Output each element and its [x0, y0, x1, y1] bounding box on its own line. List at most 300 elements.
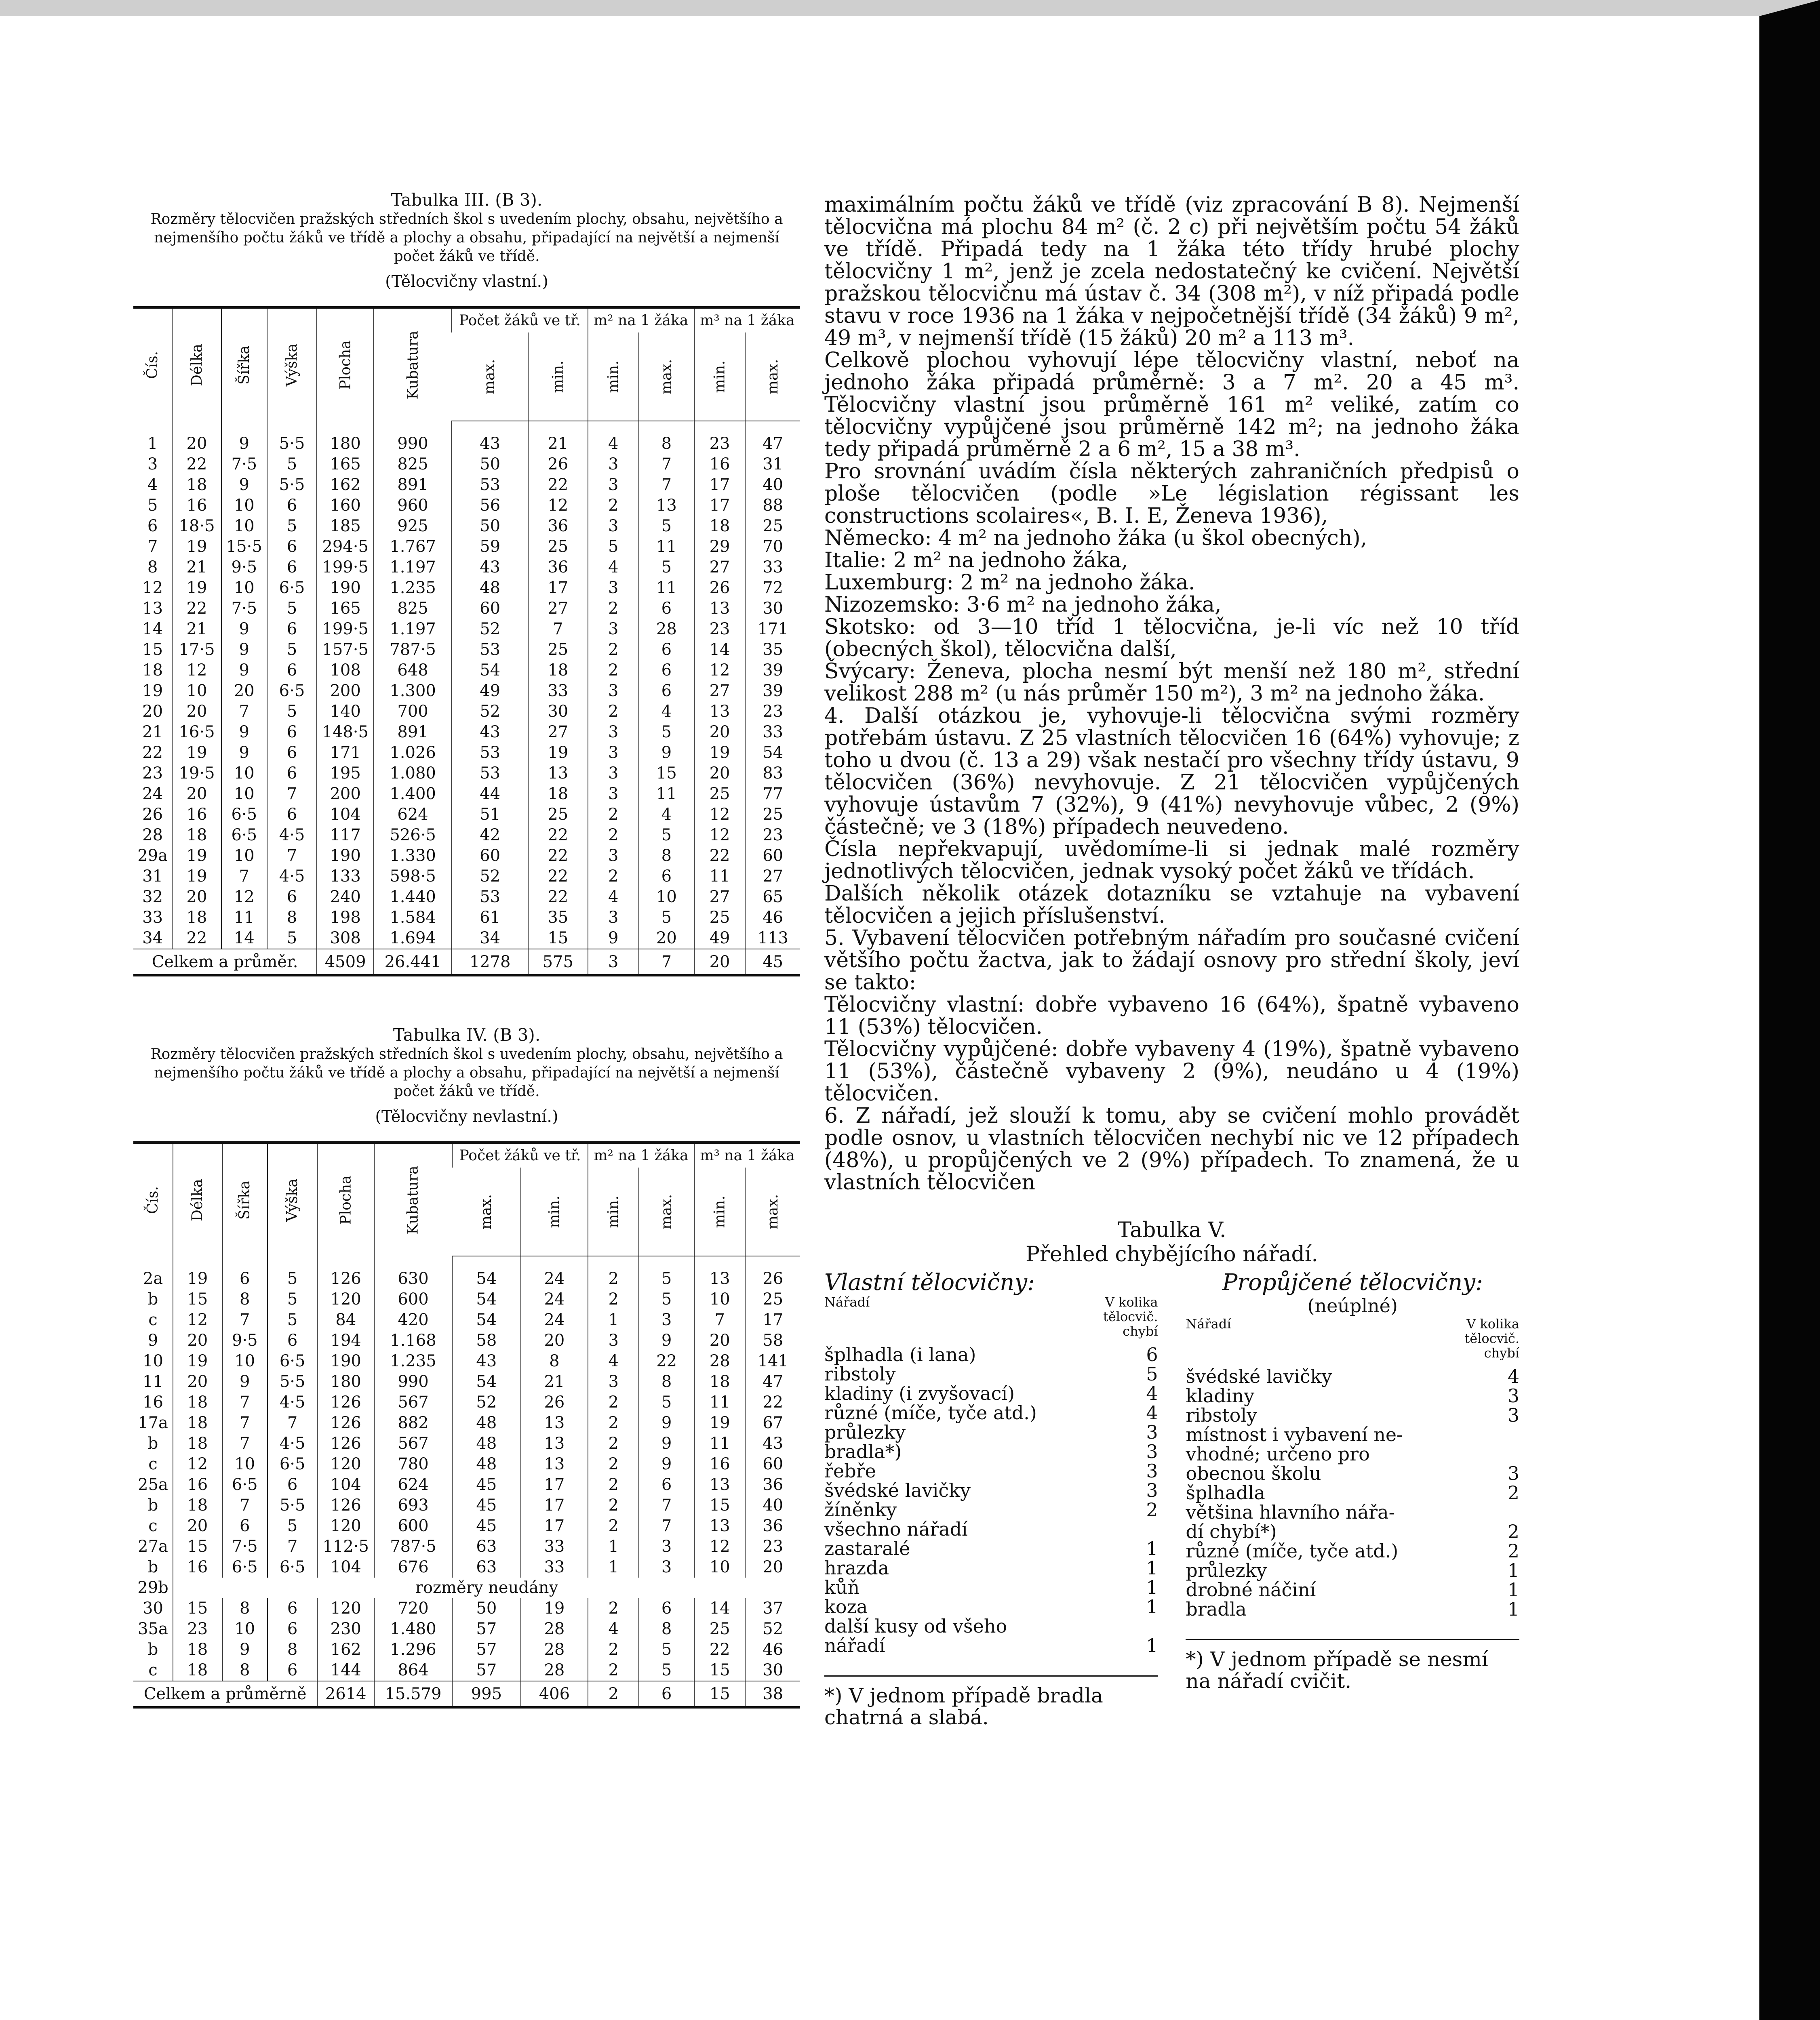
header-min: min. — [605, 360, 622, 393]
table-cell: 3 — [147, 455, 158, 473]
table-cell: 6 — [639, 1475, 694, 1495]
table-cell: 8 — [268, 1639, 317, 1660]
list-item — [1186, 1483, 1519, 1502]
table-cell: 5 — [639, 825, 694, 846]
table-cell: 57 — [452, 1619, 521, 1639]
table-cell: 25 — [745, 516, 800, 537]
table-cell: 700 — [374, 701, 452, 722]
table-cell: 6 — [267, 537, 317, 557]
table-cell: 4 — [588, 557, 639, 578]
table-cell: 60 — [745, 846, 800, 866]
table-cell: 1 — [588, 1557, 639, 1578]
table-cell: b — [147, 1496, 158, 1515]
table-cell: 15 — [528, 928, 588, 949]
table-cell: 7·5 — [221, 598, 267, 619]
table-cell: 22 — [172, 598, 221, 619]
table-cell: 36 — [528, 516, 588, 537]
table-cell: 120 — [317, 1454, 374, 1475]
borrowed-col2: V kolika tělocvič. chybí — [1464, 1316, 1519, 1361]
table-cell: 9·5 — [221, 557, 267, 578]
header-delka: Délka — [188, 343, 205, 386]
table-cell — [172, 421, 221, 433]
table-cell: 1.080 — [374, 763, 452, 784]
table-cell: 10 — [694, 1289, 745, 1310]
table-cell: 88 — [745, 495, 800, 516]
item-count — [1495, 1502, 1519, 1522]
table-cell: 54 — [745, 743, 800, 763]
table-cell: 15·5 — [221, 537, 267, 557]
item-name: všechno nářadí — [824, 1518, 968, 1540]
item-name: kladiny — [1186, 1385, 1255, 1407]
table-cell: 13 — [694, 701, 746, 722]
body-paragraph: Dalších několik otázek dotazníku se vztahuje na vybavení tělocvičen a jejich příslušenství. — [824, 882, 1519, 928]
table-cell: 8 — [639, 433, 694, 454]
table-cell: 3 — [588, 784, 639, 804]
table-cell: 17a — [138, 1414, 168, 1432]
table-cell: 52 — [745, 1619, 800, 1639]
body-paragraph: 4. Další otázkou je, vyhovuje-li tělocvična svými rozměry potřebám ústavu. Z 25 vlastních tělocvičen 16 (64%) vyhovuje; z toho u dvou (č. 13 a 29) však nestačí pro všechny třídy ústavu, 9 tělocvičen (36%) nevyhovuje. Z 21 tělocvičen vypůjčených vyhovuje ústavům 7 (32%), 9 (41%) nevyhovuje vůbec, 2 (9%) částečně; ve 3 (18%) případech neuvedeno. — [824, 704, 1519, 839]
table-cell: 6 — [639, 598, 694, 619]
table-cell: 104 — [317, 1475, 374, 1495]
table-cell: 7 — [222, 1495, 268, 1516]
table-cell: 20 — [694, 949, 746, 975]
table-cell: 20 — [172, 701, 221, 722]
table-cell: 526·5 — [374, 825, 452, 846]
header-min: min. — [605, 1195, 622, 1228]
table-cell: 23 — [694, 619, 746, 640]
table-cell: 1.480 — [374, 1619, 452, 1639]
table-cell: 24 — [521, 1289, 588, 1310]
table-cell: 6·5 — [268, 1557, 317, 1578]
table-cell: 20 — [639, 928, 694, 949]
header-pocet: Počet žáků ve tř. — [452, 1143, 588, 1168]
item-name: další kusy od všeho — [824, 1615, 1007, 1637]
table-cell: 8 — [521, 1351, 588, 1372]
table-cell: 12 — [221, 887, 267, 907]
table-cell: 120 — [317, 1516, 374, 1536]
table-cell: 9 — [221, 722, 267, 743]
table-cell: 1.296 — [374, 1639, 452, 1660]
table-cell: 35a — [138, 1620, 168, 1638]
table-row — [133, 1269, 800, 1289]
table-row — [133, 1495, 800, 1516]
table-cell: 8 — [639, 1619, 694, 1639]
table-cell: 19 — [172, 866, 221, 887]
table-cell: 26 — [521, 1392, 588, 1413]
table-cell: b — [147, 1558, 158, 1576]
table-cell — [221, 421, 267, 433]
table-cell: rozměry neudány — [173, 1578, 800, 1598]
table-cell: 165 — [317, 454, 374, 475]
table-cell: 1.197 — [374, 619, 452, 640]
header-cis: Čís. — [145, 1186, 162, 1214]
table-cell: 120 — [317, 1598, 374, 1619]
table-cell: 22 — [172, 928, 221, 949]
table-cell: 3 — [588, 681, 639, 701]
table-cell: 1 — [588, 1536, 639, 1557]
table-cell: 6 — [267, 804, 317, 825]
table-row — [133, 743, 800, 763]
table-cell: 5 — [639, 1289, 694, 1310]
table-row — [133, 475, 800, 495]
table-cell: 18·5 — [172, 516, 221, 537]
borrowed-gyms-list — [1186, 1271, 1519, 1728]
table-cell: 13 — [639, 495, 694, 516]
item-name: hrazda — [824, 1557, 889, 1579]
table-cell: 16·5 — [172, 722, 221, 743]
table-cell: 9 — [222, 1372, 268, 1392]
table-cell: 190 — [317, 578, 374, 598]
table-cell — [745, 421, 800, 433]
table-cell: 48 — [452, 1433, 521, 1454]
table-cell: 65 — [745, 887, 800, 907]
right-column — [824, 194, 1519, 1728]
table-cell: 190 — [317, 1351, 374, 1372]
table-cell: 6·5 — [222, 1475, 268, 1495]
table-cell: 12 — [694, 804, 746, 825]
table-cell: Celkem a průměr. — [133, 949, 317, 975]
table-cell: 23 — [745, 701, 800, 722]
table-cell: 648 — [374, 660, 452, 681]
table-cell: 11 — [694, 1433, 745, 1454]
table-cell: 240 — [317, 887, 374, 907]
list-item — [824, 1461, 1158, 1481]
item-count: 2 — [1146, 1499, 1158, 1521]
item-name: ribstoly — [824, 1363, 896, 1385]
table-cell: 60 — [452, 598, 528, 619]
table-cell: 3 — [588, 1372, 639, 1392]
table-cell: 10 — [221, 763, 267, 784]
header-max: max. — [658, 1194, 675, 1229]
table-cell: 10 — [222, 1619, 268, 1639]
table-cell: 7 — [147, 537, 158, 556]
table-cell: 6·5 — [268, 1351, 317, 1372]
table-cell: 33 — [142, 908, 163, 927]
table-cell: 20 — [173, 1330, 222, 1351]
table-cell: 6 — [267, 763, 317, 784]
table-cell: 22 — [745, 1392, 800, 1413]
table-cell: 11 — [639, 784, 694, 804]
table-cell: 22 — [528, 825, 588, 846]
table-cell: 17 — [521, 1475, 588, 1495]
table-cell: 5 — [639, 516, 694, 537]
table-cell: 67 — [745, 1413, 800, 1433]
item-name: kůň — [824, 1576, 860, 1598]
table-cell — [639, 1256, 694, 1269]
table-cell: 6 — [222, 1516, 268, 1536]
table-cell: 23 — [173, 1619, 222, 1639]
header-m3: m³ na 1 žáka — [694, 307, 800, 332]
table-cell: 22 — [142, 743, 163, 762]
table-row — [133, 598, 800, 619]
table-cell: 25 — [745, 804, 800, 825]
table-cell: 22 — [694, 1639, 745, 1660]
table-cell: 10 — [221, 495, 267, 516]
list-item — [1186, 1406, 1519, 1425]
table-cell: 5 — [147, 496, 158, 515]
table-cell: 35 — [528, 907, 588, 928]
table-cell: 567 — [374, 1433, 452, 1454]
table-cell: 420 — [374, 1310, 452, 1330]
table-cell: 13 — [142, 599, 163, 618]
header-sirka: Šířka — [236, 345, 253, 385]
table4-subtitle: Rozměry tělocvičen pražských středních škol s uvedením plochy, obsahu, největšího a nejmenšího počtu žáků ve třídě a plochy a obsahu, připadající na největší a nejmenší počet žáků ve třídě. — [150, 1046, 783, 1100]
table-row — [133, 516, 800, 537]
table-cell: 9 — [221, 619, 267, 640]
table-cell: 126 — [317, 1495, 374, 1516]
table-cell: 200 — [317, 784, 374, 804]
table-cell: 10 — [222, 1351, 268, 1372]
table-cell: 9 — [639, 1433, 694, 1454]
table-cell: 19 — [694, 1413, 745, 1433]
table-cell: 6 — [267, 660, 317, 681]
table-cell: 4·5 — [267, 825, 317, 846]
table-cell: 19 — [142, 682, 163, 700]
table-cell: 72 — [745, 578, 800, 598]
table-row — [133, 619, 800, 640]
header-m2: m² na 1 žáka — [588, 1143, 694, 1168]
table-cell: 23 — [745, 1536, 800, 1557]
table-cell: 5 — [267, 701, 317, 722]
own-col2: V kolika tělocvič. chybí — [1103, 1294, 1158, 1339]
table-cell: 30 — [745, 598, 800, 619]
table-cell: 24 — [521, 1269, 588, 1289]
item-name: nářadí — [824, 1635, 885, 1656]
table-cell — [374, 421, 452, 433]
table-cell: 9 — [639, 1330, 694, 1351]
table-cell: 4 — [588, 887, 639, 907]
table-cell: 57 — [452, 1660, 521, 1681]
table-cell: 1.235 — [374, 1351, 452, 1372]
table-cell: 28 — [521, 1619, 588, 1639]
table-cell: 2 — [588, 1433, 639, 1454]
table-cell: 199·5 — [317, 619, 374, 640]
table-cell: 3 — [588, 1330, 639, 1351]
table-cell: 4 — [588, 1619, 639, 1639]
table-cell: 22 — [528, 846, 588, 866]
table-cell — [694, 1256, 745, 1269]
table-cell: 6·5 — [222, 1557, 268, 1578]
table-cell: 3 — [588, 454, 639, 475]
table-cell: 63 — [452, 1536, 521, 1557]
borrowed-subheading: (neúplné) — [1307, 1295, 1398, 1317]
table-row — [133, 866, 800, 887]
table-cell: 2 — [588, 1269, 639, 1289]
table-cell: 6·5 — [221, 804, 267, 825]
table-cell: 10 — [172, 681, 221, 701]
list-item — [1186, 1561, 1519, 1580]
item-name: koza — [824, 1596, 868, 1618]
table-cell: 9 — [221, 743, 267, 763]
table-cell — [694, 421, 746, 433]
item-count: 3 — [1146, 1421, 1158, 1443]
table-cell: 13 — [694, 1475, 745, 1495]
table-cell — [452, 421, 528, 433]
table-cell: 162 — [317, 475, 374, 495]
table-cell: 20 — [142, 702, 163, 721]
table-cell: 48 — [452, 1454, 521, 1475]
table-cell: 12 — [173, 1454, 222, 1475]
table5-caption: Tabulka V. — [1117, 1218, 1226, 1242]
table-row — [133, 1475, 800, 1495]
table-total-row — [133, 1681, 800, 1707]
item-name: zastaralé — [824, 1538, 910, 1559]
header-vyska: Výška — [284, 1178, 301, 1222]
table-cell: 4 — [639, 701, 694, 722]
table-cell: 15 — [639, 763, 694, 784]
table-cell: 12 — [694, 825, 746, 846]
table-cell: 20 — [745, 1557, 800, 1578]
body-text — [824, 194, 1519, 1194]
table-cell: 5·5 — [267, 475, 317, 495]
table-cell: 3 — [588, 722, 639, 743]
item-count: 1 — [1146, 1576, 1158, 1598]
list-item — [1186, 1386, 1519, 1406]
body-paragraph: Luxemburg: 2 m² na jednoho žáka. — [824, 570, 1195, 595]
table-cell: 7 — [222, 1392, 268, 1413]
item-count: 1 — [1146, 1538, 1158, 1559]
table-cell: 199·5 — [317, 557, 374, 578]
own-gyms-list — [824, 1271, 1158, 1728]
item-count: 2 — [1507, 1482, 1519, 1504]
table-cell — [317, 1256, 374, 1269]
table-cell: 45 — [745, 949, 800, 975]
own-col1: Nářadí — [824, 1294, 870, 1310]
table-row — [133, 1619, 800, 1639]
table-cell: 676 — [374, 1557, 452, 1578]
table-cell: 20 — [172, 784, 221, 804]
table-cell: 52 — [452, 619, 528, 640]
table-cell: 43 — [452, 557, 528, 578]
table-cell: 10 — [221, 846, 267, 866]
table-cell: 4·5 — [268, 1392, 317, 1413]
table-cell: 5 — [267, 516, 317, 537]
table-cell: 2 — [588, 598, 639, 619]
table-cell: 39 — [745, 681, 800, 701]
table-cell: 18 — [173, 1660, 222, 1681]
table-cell: 17 — [521, 1495, 588, 1516]
table-cell: 2614 — [317, 1681, 374, 1707]
item-name: žíněnky — [824, 1499, 897, 1521]
table-cell: 2 — [588, 660, 639, 681]
table-cell: 42 — [452, 825, 528, 846]
table-row — [133, 763, 800, 784]
table-cell: 6·5 — [221, 825, 267, 846]
header-max: max. — [658, 359, 675, 394]
table-cell: 30 — [745, 1660, 800, 1681]
table-cell: 3 — [588, 949, 639, 975]
table-cell: 6 — [639, 640, 694, 660]
table-cell: 18 — [173, 1392, 222, 1413]
item-name: šplhadla — [1186, 1482, 1265, 1504]
table-cell: 630 — [374, 1269, 452, 1289]
table-cell: 60 — [452, 846, 528, 866]
table-cell: 575 — [528, 949, 588, 975]
table-cell: 141 — [745, 1351, 800, 1372]
table-cell: 18 — [694, 516, 746, 537]
table-cell: 27 — [528, 722, 588, 743]
table-row — [133, 495, 800, 516]
table-cell: 6 — [267, 887, 317, 907]
table-cell: 891 — [374, 722, 452, 743]
table-cell: 1.330 — [374, 846, 452, 866]
table-cell: 16 — [143, 1393, 163, 1412]
table-cell: 20 — [694, 1330, 745, 1351]
table-cell: 1.584 — [374, 907, 452, 928]
list-item — [1186, 1502, 1519, 1522]
table-cell: 34 — [452, 928, 528, 949]
item-count: 3 — [1507, 1385, 1519, 1407]
item-name: šplhadla (i lana) — [824, 1344, 976, 1366]
table3-body — [133, 421, 800, 975]
table-cell: 19 — [528, 743, 588, 763]
list-item — [824, 1403, 1158, 1422]
body-paragraph: Pro srovnání uvádím čísla některých zahraničních předpisů o ploše tělocvičen (podle »Le législation régissant les constructions scolaires«, B. I. E, Ženeva 1936), — [824, 459, 1519, 528]
table-cell: 9 — [639, 1413, 694, 1433]
table-cell: 112·5 — [317, 1536, 374, 1557]
table-cell: 2 — [588, 640, 639, 660]
table-cell: 18 — [173, 1433, 222, 1454]
item-name: bradla*) — [824, 1441, 902, 1462]
table-cell: 53 — [452, 640, 528, 660]
table-cell: 9 — [639, 743, 694, 763]
table-cell: 8 — [267, 907, 317, 928]
list-item — [824, 1345, 1158, 1364]
list-item — [824, 1539, 1158, 1558]
table-cell: 2 — [588, 495, 639, 516]
table-cell: 4·5 — [267, 866, 317, 887]
table-cell: 3 — [639, 1557, 694, 1578]
item-count: 1 — [1146, 1596, 1158, 1618]
list-item — [824, 1500, 1158, 1519]
table-cell: 10 — [221, 578, 267, 598]
table-row — [133, 1392, 800, 1413]
table-cell: 19 — [172, 743, 221, 763]
table-cell: 26 — [142, 805, 163, 824]
table-cell: 22 — [694, 846, 746, 866]
table-cell: 28 — [142, 826, 163, 844]
table-cell: 5 — [267, 640, 317, 660]
item-count: 1 — [1146, 1557, 1158, 1579]
table-cell: 5 — [268, 1269, 317, 1289]
table-cell: 46 — [745, 1639, 800, 1660]
table-cell: 171 — [745, 619, 800, 640]
table-cell: 13 — [521, 1454, 588, 1475]
table-cell — [268, 1256, 317, 1269]
header-max: max. — [481, 359, 498, 394]
table-cell: 6 — [267, 619, 317, 640]
table-cell: 294·5 — [317, 537, 374, 557]
table-cell: 4 — [588, 433, 639, 454]
table-cell: 7 — [222, 1310, 268, 1330]
table-cell: 2 — [588, 1475, 639, 1495]
table-cell: 16 — [173, 1557, 222, 1578]
table-cell: 1278 — [452, 949, 528, 975]
item-count: 4 — [1507, 1366, 1519, 1387]
table-cell: 45 — [452, 1495, 521, 1516]
table-cell: 36 — [745, 1516, 800, 1536]
table-cell: 15 — [694, 1660, 745, 1681]
table-cell: 126 — [317, 1392, 374, 1413]
table-cell: 25a — [138, 1475, 168, 1494]
table5-title: Přehled chybějícího nářadí. — [1025, 1242, 1318, 1267]
table-cell: 13 — [694, 598, 746, 619]
table-cell: 27 — [694, 557, 746, 578]
table-cell: 47 — [745, 1372, 800, 1392]
table-cell: 787·5 — [374, 1536, 452, 1557]
table-cell: 165 — [317, 598, 374, 619]
table-cell — [173, 1256, 222, 1269]
